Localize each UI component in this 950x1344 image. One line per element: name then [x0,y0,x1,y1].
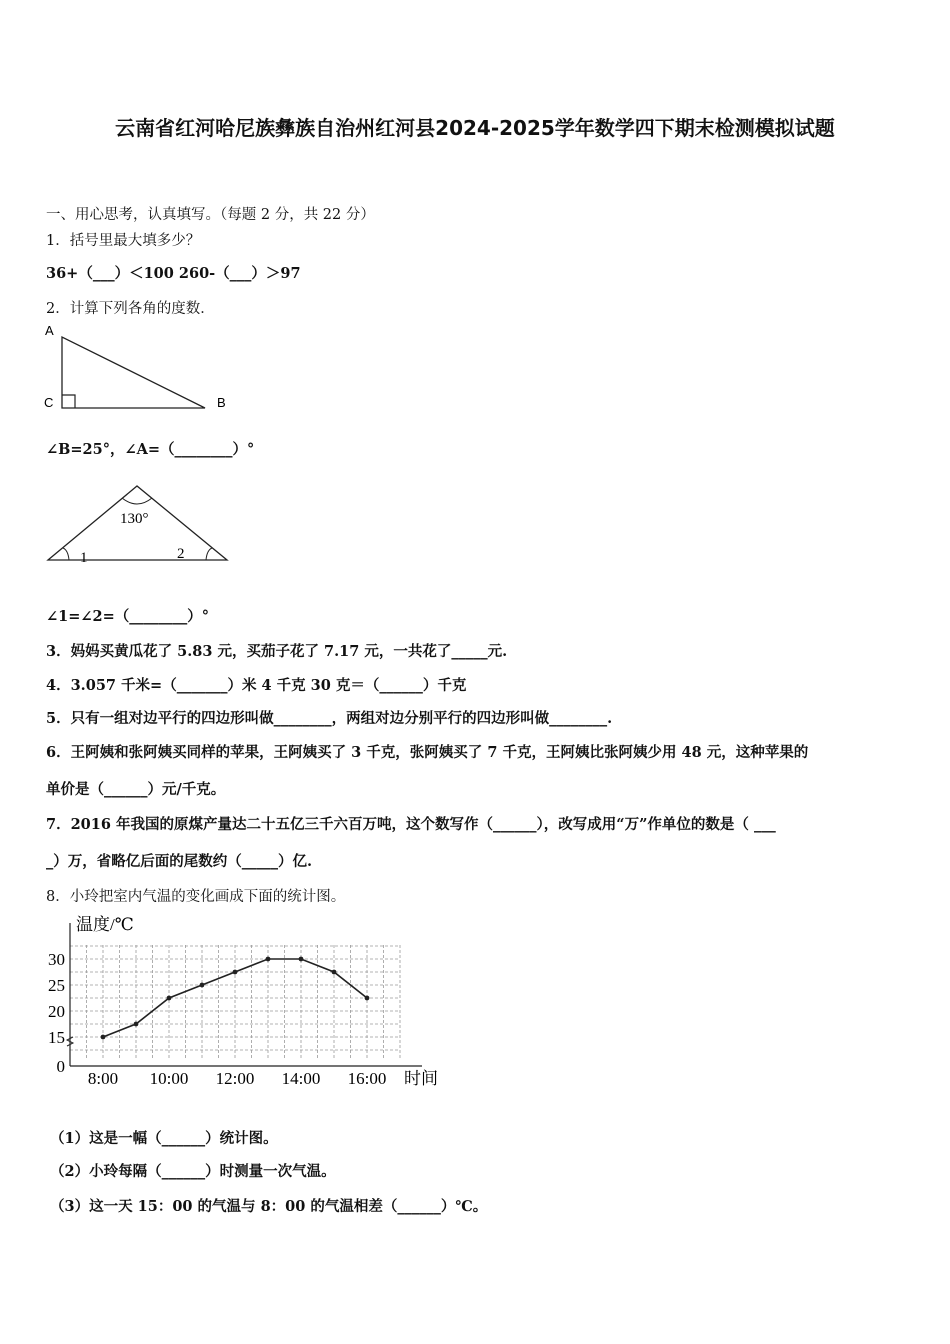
q5: 5．只有一组对边平行的四边形叫做________，两组对边分别平行的四边形叫做________. [46,710,613,727]
temperature-line-chart [40,905,460,1095]
angle-2-label: 2 [177,546,185,562]
q6-line2: 单价是（______）元/千克。 [46,781,226,798]
page-title: 云南省红河哈尼族彝族自治州红河县2024-2025学年数学四下期末检测模拟试题 [115,116,835,140]
angle-top-label: 130° [120,511,149,527]
q3: 3．妈妈买黄瓜花了 5.83 元，买茄子花了 7.17 元，一共花了_____元. [46,643,508,660]
temperature-data-point [365,996,370,1001]
q7-line2: _）万，省略亿后面的尾数约（_____）亿. [46,853,313,870]
angle-arc-1 [63,548,69,560]
chart-axes [67,923,422,1066]
vertex-a-label: A [45,323,54,338]
q4: 4．3.057 千米=（_______）米 4 千克 30 克＝（______）千克 [46,677,467,694]
x-tick-label: 12:00 [215,1069,255,1088]
q6-line1: 6．王阿姨和张阿姨买同样的苹果，王阿姨买了 3 千克，张阿姨买了 7 千克，王阿姨比张阿姨少用 48 元，这种苹果的 [46,744,809,761]
x-tick-label: 16:00 [347,1069,387,1088]
y-tick-label: 25 [48,976,65,995]
q8-sub3: （3）这一天 15：00 的气温与 8：00 的气温相差（______）℃。 [50,1198,488,1215]
y-tick-label: 0 [56,1057,65,1076]
y-tick-label: 20 [48,1002,65,1021]
chart-grid [70,945,400,1060]
y-tick-label: 30 [48,950,65,969]
q1-line: 36+（___）＜100 260-（___）＞97 [46,265,301,282]
axis-break-mark [67,1037,73,1046]
right-triangle-figure [40,320,240,420]
temperature-data-point [101,1035,106,1040]
obtuse-triangle-figure [40,478,240,568]
temperature-data-point [266,957,271,962]
q8-stem: 8．小玲把室内气温的变化画成下面的统计图。 [46,889,346,905]
y-tick-label: 15 [48,1028,65,1047]
q8-sub2: （2）小玲每隔（______）时测量一次气温。 [50,1163,336,1180]
x-tick-label: 14:00 [281,1069,321,1088]
q8-sub1: （1）这是一幅（______）统计图。 [50,1130,278,1147]
x-tick-label: 10:00 [149,1069,189,1088]
temperature-data-point [299,957,304,962]
x-tick-label: 8:00 [87,1069,119,1088]
q2-answer-1: ∠B=25°，∠A=（________）° [46,441,255,458]
angle-arc-top [122,498,152,504]
q2-stem: 2．计算下列各角的度数． [46,301,215,317]
y-axis-title: 温度/℃ [76,915,134,934]
temperature-data-point [167,996,172,1001]
right-angle-mark [62,395,75,408]
right-triangle [62,337,205,408]
angle-arc-2 [206,548,212,560]
x-axis-title: 时间 [404,1069,438,1088]
angle-1-label: 1 [80,550,88,566]
q2-answer-2: ∠1=∠2=（________）° [46,608,210,625]
q1-stem: 1．括号里最大填多少？ [46,233,201,249]
vertex-b-label: B [217,395,226,410]
temperature-data-point [200,983,205,988]
temperature-data-point [233,970,238,975]
q7-line1: 7．2016 年我国的原煤产量达二十五亿三千六百万吨，这个数写作（______），改写成用“万”作单位的数是（ ___ [46,816,776,833]
section-heading: 一、用心思考，认真填写。（每题 2 分，共 22 分） [46,207,375,223]
vertex-c-label: C [44,395,54,410]
temperature-data-point [134,1022,139,1027]
temperature-data-point [332,970,337,975]
